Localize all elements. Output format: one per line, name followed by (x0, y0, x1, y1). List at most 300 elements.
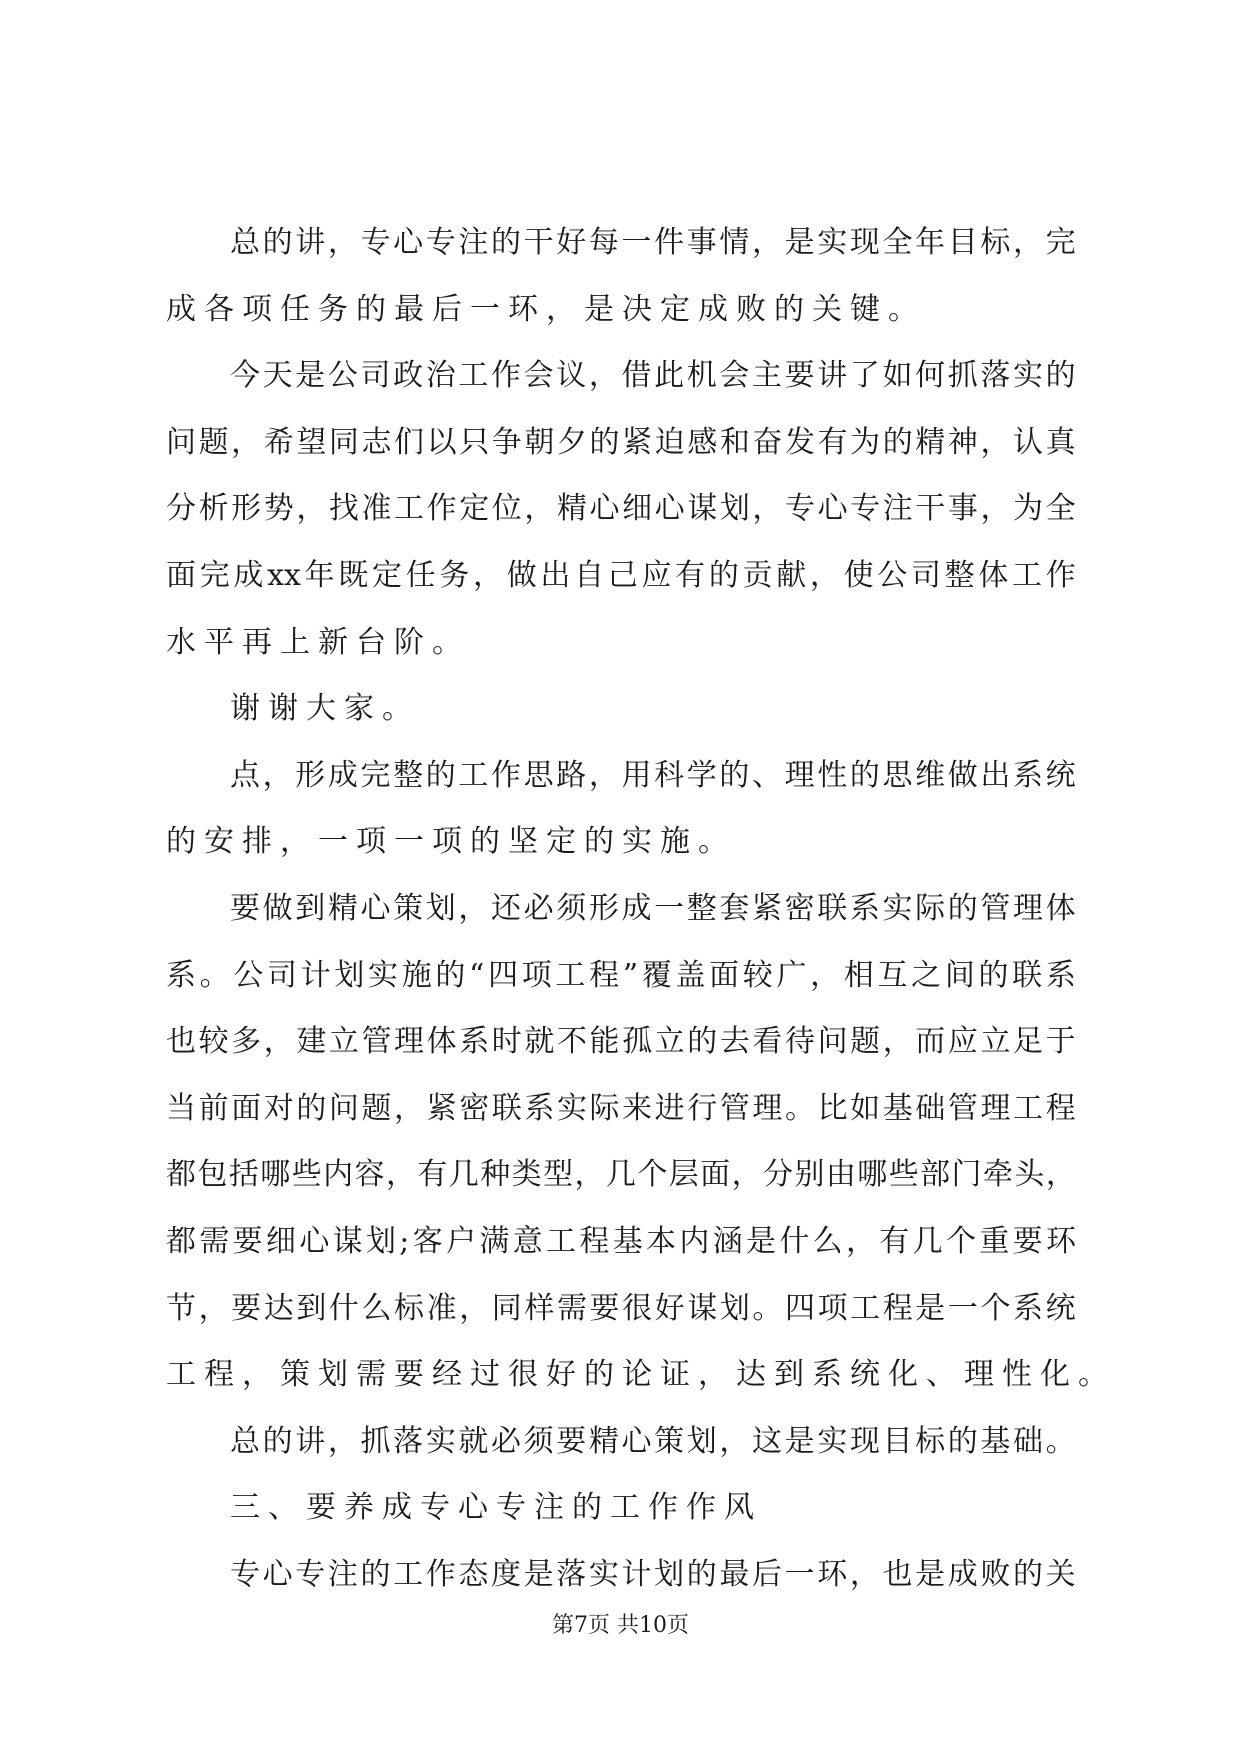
glyph: 事 (686, 225, 717, 260)
text-line (166, 1357, 1116, 1427)
glyph: 面 (700, 1157, 731, 1193)
glyph: 覆 (641, 957, 672, 993)
glyph: 抓 (947, 358, 978, 394)
glyph: ， (752, 225, 782, 260)
glyph: 感 (687, 424, 718, 460)
glyph: 同 (328, 424, 359, 460)
glyph: 做 (262, 890, 293, 926)
glyph: ， (882, 1024, 913, 1060)
glyph: 形 (588, 890, 619, 926)
glyph: 实 (1013, 358, 1043, 394)
glyph: 门 (951, 1157, 982, 1193)
glyph: 都 (166, 1157, 196, 1193)
glyph: 望 (296, 424, 327, 460)
glyph: 的 (262, 1423, 293, 1459)
glyph: 重 (979, 1223, 1010, 1259)
glyph: 划 (425, 890, 456, 926)
glyph: 的 (947, 1423, 978, 1459)
glyph: 划 (334, 957, 365, 993)
glyph: 系 (459, 1024, 490, 1060)
text-line-content (166, 424, 1076, 495)
glyph: 看 (752, 1024, 783, 1060)
glyph: 到 (295, 890, 326, 926)
text-line-content (166, 1290, 1076, 1361)
text-line-content (166, 491, 1076, 561)
glyph: 现 (849, 1423, 880, 1459)
glyph: 面 (709, 957, 740, 993)
glyph: ， (231, 424, 262, 460)
glyph: 计 (300, 957, 331, 993)
glyph: 谋 (687, 491, 718, 527)
glyph: 是 (295, 358, 326, 394)
glyph: 专 (425, 225, 456, 260)
text-line (166, 491, 1076, 561)
text-line (166, 890, 1076, 961)
glyph: 就 (458, 1423, 489, 1459)
glyph: 心 (360, 890, 391, 926)
glyph: 基 (882, 1090, 913, 1126)
glyph: 讲 (295, 225, 326, 260)
glyph: 为 (1013, 491, 1044, 527)
glyph: ， (458, 890, 489, 926)
glyph: ， (198, 1290, 229, 1326)
glyph: 。 (784, 1090, 815, 1126)
glyph: 于 (1045, 1024, 1076, 1060)
glyph: 工 (393, 1556, 424, 1592)
glyph: 发 (784, 424, 815, 460)
glyph: 形 (231, 491, 262, 527)
glyph: ， (327, 225, 358, 260)
text-line (166, 691, 1076, 761)
glyph: 点 (230, 757, 260, 793)
glyph: 户 (446, 1223, 477, 1259)
glyph: 工 (546, 1223, 577, 1259)
glyph: 不 (556, 1024, 587, 1060)
glyph: ， (473, 557, 504, 593)
glyph: 程 (589, 957, 620, 993)
glyph: 须 (556, 890, 587, 926)
glyph: 管 (719, 1090, 750, 1126)
glyph: 既 (338, 557, 369, 593)
glyph: 以 (426, 424, 457, 460)
glyph: 是 (784, 1423, 815, 1459)
glyph: 个 (637, 1157, 668, 1193)
glyph: 的 (1045, 358, 1076, 394)
glyph: 一 (621, 225, 652, 260)
glyph: 几 (448, 1157, 479, 1193)
glyph: 也 (882, 1556, 913, 1592)
glyph: 学 (686, 757, 717, 793)
glyph: 贡 (742, 557, 773, 593)
glyph: 奋 (752, 424, 783, 460)
glyph: 而 (915, 1024, 946, 1060)
glyph: ， (524, 491, 555, 527)
glyph: 公 (233, 957, 264, 993)
glyph: 只 (459, 424, 490, 460)
glyph: 性 (817, 757, 848, 793)
glyph: 进 (654, 1090, 685, 1126)
glyph: ， (1013, 225, 1043, 260)
glyph: 抓 (360, 1423, 391, 1459)
glyph: 须 (523, 1423, 554, 1459)
glyph: 的 (882, 424, 913, 460)
text-line-content (166, 890, 1076, 961)
glyph: 节 (166, 1290, 196, 1326)
glyph: 态 (458, 1556, 489, 1592)
glyph: 细 (265, 1223, 296, 1259)
glyph: 今 (230, 358, 260, 394)
glyph: 势 (263, 491, 294, 527)
glyph: 体 (1045, 890, 1076, 926)
glyph: 程 (1045, 1090, 1076, 1126)
glyph: 系 (1045, 957, 1076, 993)
glyph: 种 (480, 1157, 511, 1193)
glyph: ， (394, 1090, 425, 1126)
glyph: 容 (354, 1157, 385, 1193)
glyph: 工 (850, 1290, 881, 1326)
glyph: 际 (915, 890, 946, 926)
text-line (166, 1423, 1076, 1494)
glyph: 有 (675, 557, 706, 593)
glyph: 治 (425, 358, 456, 394)
glyph: 和 (719, 424, 750, 460)
glyph: 做 (506, 557, 537, 593)
glyph: 时 (491, 1024, 522, 1060)
glyph: 天 (262, 358, 293, 394)
glyph: 到 (296, 1290, 327, 1326)
glyph: 互 (877, 957, 908, 993)
glyph: 心 (262, 1556, 293, 1592)
glyph: 密 (784, 890, 815, 926)
glyph: 希 (263, 424, 294, 460)
glyph: 能 (589, 1024, 620, 1060)
glyph: 的 (425, 757, 456, 793)
glyph: 体 (426, 1024, 457, 1060)
glyph: 司 (910, 557, 941, 593)
glyph: 思 (523, 757, 554, 793)
glyph: 任 (405, 557, 436, 593)
glyph: 同 (491, 1290, 522, 1326)
glyph: 实 (817, 1423, 848, 1459)
text-line (166, 624, 1076, 695)
glyph: 的 (719, 757, 750, 793)
glyph: 注 (458, 225, 489, 260)
glyph: ， (752, 491, 783, 527)
glyph: 落 (980, 358, 1011, 394)
glyph: ， (574, 1157, 605, 1193)
text-line-content (166, 557, 1076, 628)
text-line-content (166, 1423, 1076, 1494)
glyph: 标 (394, 1290, 425, 1326)
glyph: 都 (166, 1223, 196, 1259)
glyph: 司 (267, 957, 298, 993)
glyph: 盖 (675, 957, 706, 993)
glyph: 内 (323, 1157, 354, 1193)
glyph: 们 (394, 424, 425, 460)
glyph: 。 (199, 957, 230, 993)
glyph: 注 (327, 1556, 358, 1592)
glyph: 要 (784, 358, 815, 394)
glyph: ， (588, 358, 619, 394)
glyph: 借 (621, 358, 652, 394)
glyph: 使 (843, 557, 874, 593)
glyph: 实 (588, 1556, 619, 1592)
glyph: 立 (328, 1024, 359, 1060)
glyph: 四 (488, 957, 519, 993)
glyph: 讲 (817, 358, 848, 394)
glyph: 准 (426, 1290, 457, 1326)
glyph: 达 (263, 1290, 294, 1326)
glyph: 完 (199, 557, 230, 593)
glyph: 完 (1045, 225, 1076, 260)
glyph: 划 (686, 1423, 717, 1459)
glyph: 维 (915, 757, 946, 793)
text-line (166, 1223, 1076, 1294)
glyph: 包 (197, 1157, 228, 1193)
glyph: 是 (746, 1223, 777, 1259)
glyph: 真 (1045, 424, 1076, 460)
glyph: 的 (687, 1024, 718, 1060)
glyph: 何 (915, 358, 946, 394)
glyph: 的 (978, 957, 1009, 993)
glyph: 整 (686, 890, 717, 926)
glyph: 务 (439, 557, 470, 593)
glyph: 注 (882, 491, 913, 527)
glyph: 待 (784, 1024, 815, 1060)
glyph: 管 (980, 890, 1011, 926)
glyph: ; (399, 1223, 410, 1259)
text-line (166, 1490, 1076, 1560)
glyph: 析 (198, 491, 229, 527)
glyph: 础 (915, 1090, 946, 1126)
text-line (166, 1024, 1076, 1094)
glyph: 准 (361, 491, 392, 527)
glyph: 为 (850, 424, 881, 460)
glyph: 心 (621, 1423, 652, 1459)
glyph: 自 (574, 557, 605, 593)
glyph: 是 (523, 1556, 554, 1592)
glyph: 的 (296, 1090, 327, 1126)
glyph: 的 (262, 225, 293, 260)
glyph: 理 (1013, 890, 1043, 926)
text-line (166, 757, 1076, 828)
glyph: 目 (882, 1423, 913, 1459)
glyph: 败 (980, 1556, 1011, 1592)
glyph: 事 (947, 491, 978, 527)
glyph: 紧 (752, 890, 782, 926)
glyph: 全 (882, 225, 913, 260)
glyph: 是 (915, 1556, 946, 1592)
glyph: 项 (521, 957, 552, 993)
glyph: 的 (849, 757, 880, 793)
glyph: “ (469, 957, 485, 993)
glyph: 些 (888, 1157, 919, 1193)
glyph: ， (263, 1024, 294, 1060)
glyph: 机 (686, 358, 717, 394)
glyph: 思 (882, 757, 913, 793)
text-line (166, 1290, 1076, 1361)
glyph: 作 (1045, 557, 1076, 593)
glyph: 细 (622, 491, 653, 527)
glyph: 哪 (260, 1157, 291, 1193)
glyph: 程 (882, 1290, 913, 1326)
glyph: ， (459, 1290, 490, 1326)
glyph: 策 (393, 890, 424, 926)
glyph: 的 (1013, 1556, 1043, 1592)
glyph: 实 (556, 1090, 587, 1126)
glyph: 面 (166, 557, 196, 593)
glyph: 环 (1045, 1223, 1076, 1259)
glyph: 出 (540, 557, 571, 593)
glyph: 意 (512, 1223, 543, 1259)
glyph: 情 (719, 225, 750, 260)
glyph: 紧 (426, 1090, 457, 1126)
glyph: 立 (654, 1024, 685, 1060)
glyph: 的 (686, 1556, 717, 1592)
glyph: 定 (371, 557, 402, 593)
text-line-content: 三、要养成专心专注的工作作风 (230, 1490, 762, 1526)
glyph: 基 (980, 1423, 1011, 1459)
glyph: 问 (328, 1090, 359, 1126)
glyph: 心 (393, 225, 424, 260)
glyph: 成 (327, 757, 358, 793)
glyph: 些 (291, 1157, 322, 1193)
glyph: 套 (719, 890, 750, 926)
glyph: 也 (166, 1024, 196, 1060)
text-line (166, 225, 1076, 295)
glyph: 头 (1014, 1157, 1045, 1193)
glyph: 当 (166, 1090, 196, 1126)
glyph: 一 (947, 1290, 978, 1326)
glyph: 础 (1013, 1423, 1043, 1459)
glyph: 策 (654, 1423, 685, 1459)
glyph: 、 (752, 757, 782, 793)
text-line (166, 291, 1076, 362)
glyph: ， (588, 757, 619, 793)
glyph: 实 (817, 225, 848, 260)
glyph: ， (296, 491, 327, 527)
glyph: 的 (947, 890, 978, 926)
glyph: 么 (361, 1290, 392, 1326)
text-line-content: 水平再上新台阶。 (166, 624, 470, 660)
glyph: 需 (199, 1223, 230, 1259)
text-line-content (166, 1223, 1076, 1294)
glyph: ， (1045, 1157, 1076, 1193)
glyph: 成 (233, 557, 264, 593)
glyph: 专 (850, 491, 881, 527)
glyph: 专 (295, 1556, 326, 1592)
glyph: 对 (263, 1090, 294, 1126)
glyph: 一 (654, 890, 685, 926)
glyph: 系 (166, 957, 196, 993)
glyph: 是 (784, 225, 815, 260)
glyph: 有 (817, 424, 848, 460)
glyph: 是 (915, 1290, 946, 1326)
glyph: 去 (719, 1024, 750, 1060)
glyph: 朝 (524, 424, 555, 460)
glyph: 会 (523, 358, 554, 394)
text-line-content (166, 1157, 1076, 1227)
glyph: 的 (589, 424, 620, 460)
glyph: 本 (646, 1223, 677, 1259)
glyph: 较 (742, 957, 773, 993)
glyph: 总 (230, 1423, 260, 1459)
glyph: 广 (776, 957, 807, 993)
glyph: 认 (1013, 424, 1044, 460)
glyph: xx (267, 557, 301, 593)
glyph: 关 (1045, 1556, 1076, 1592)
glyph: 如 (882, 358, 913, 394)
glyph: 联 (817, 890, 848, 926)
text-line (166, 557, 1076, 628)
glyph: 好 (654, 1290, 685, 1326)
glyph: 应 (947, 1024, 978, 1060)
glyph: 满 (479, 1223, 510, 1259)
glyph: 系 (1013, 757, 1043, 793)
glyph: 心 (299, 1223, 330, 1259)
glyph: 标 (915, 1423, 946, 1459)
glyph: 议 (556, 358, 587, 394)
glyph: 每 (588, 225, 619, 260)
text-line-content: 工程，策划需要经过很好的论证，达到系统化、理性化。 (166, 1357, 1116, 1393)
glyph: 内 (679, 1223, 710, 1259)
glyph: 专 (230, 1556, 260, 1592)
glyph: 个 (980, 1290, 1011, 1326)
glyph: 几 (605, 1157, 636, 1193)
glyph: 际 (589, 1090, 620, 1126)
glyph: 必 (523, 890, 554, 926)
glyph: 理 (980, 1090, 1011, 1126)
glyph: 面 (231, 1090, 262, 1126)
glyph: 。 (1045, 1423, 1076, 1459)
glyph: 精 (556, 491, 587, 527)
glyph: 做 (947, 757, 978, 793)
glyph: 实 (882, 890, 913, 926)
page-footer: 第7页 共10页 (552, 1613, 689, 1638)
glyph: 最 (719, 1556, 750, 1592)
glyph: 有 (879, 1223, 910, 1259)
glyph: 迫 (654, 424, 685, 460)
glyph: 专 (360, 225, 391, 260)
glyph: 目 (947, 225, 978, 260)
glyph: 公 (877, 557, 908, 593)
glyph: 紧 (622, 424, 653, 460)
glyph: 件 (654, 225, 685, 260)
glyph: 此 (654, 358, 685, 394)
glyph: 献 (776, 557, 807, 593)
glyph: 心 (589, 491, 620, 527)
glyph: 程 (579, 1223, 610, 1259)
glyph: 前 (198, 1090, 229, 1126)
glyph: 还 (491, 890, 521, 926)
glyph: ， (849, 1556, 880, 1592)
glyph: 系 (849, 890, 880, 926)
glyph: 之 (911, 957, 942, 993)
glyph: 标 (980, 225, 1011, 260)
glyph: 比 (817, 1090, 848, 1126)
glyph: 要 (556, 1423, 587, 1459)
glyph: 定 (459, 491, 490, 527)
glyph: ， (810, 957, 841, 993)
glyph: 由 (825, 1157, 856, 1193)
glyph: 联 (491, 1090, 522, 1126)
glyph: 总 (230, 225, 260, 260)
glyph: 需 (556, 1290, 587, 1326)
glyph: 应 (641, 557, 672, 593)
glyph: 相 (843, 957, 874, 993)
glyph: 间 (944, 957, 975, 993)
glyph: 作 (491, 757, 521, 793)
